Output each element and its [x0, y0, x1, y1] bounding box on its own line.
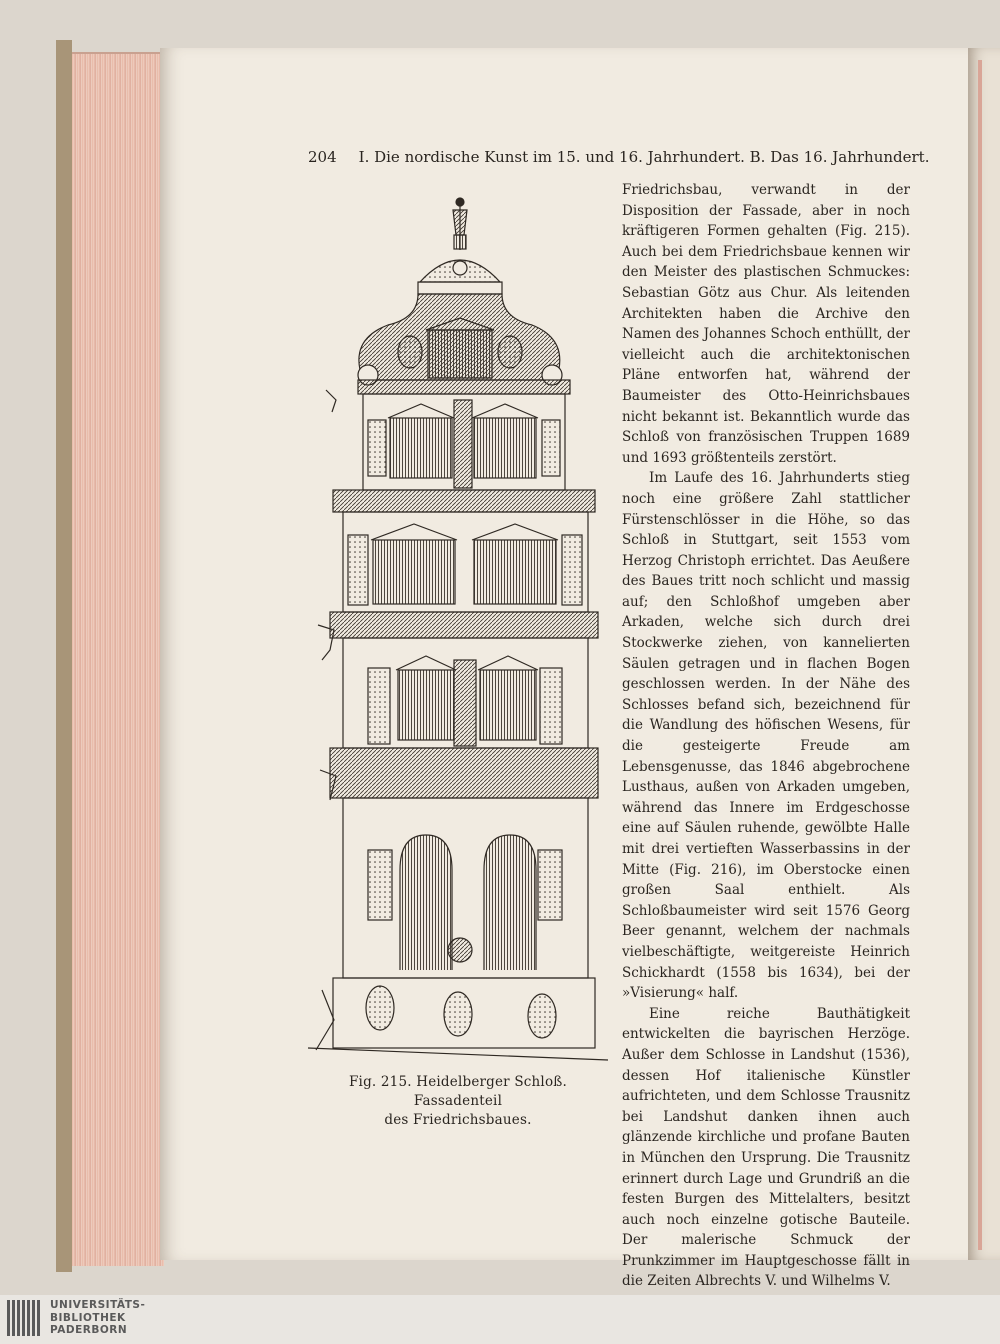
paragraph: Eine reiche Bauthätigkeit entwickelten die bayrischen Herzöge. Außer dem Schlosse in Landshut (1536), dessen Hof italienische Künstler aufrichteten, und dem Schlosse Trausnitz bei Landshut danken ihnen auch glänzende kirchliche und profane Bauten in München den Ursprung. Die Trausnitz erinnert durch Lage und Grundriß an die festen Burgen des Mittelalters, besitzt auch noch einzelne gotische Bauteile. Der malerische Schmuck der Prunkzimmer im Hauptgeschosse fällt in die Zeiten Albrechts V. und Wilhelms V. — [622, 1005, 910, 1290]
library-line-3: PADERBORN — [50, 1324, 128, 1336]
figure-caption — [320, 1073, 596, 1130]
library-name — [50, 1299, 170, 1337]
page-number: 204 — [308, 148, 337, 166]
library-line-2: BIBLIOTHEK — [50, 1311, 126, 1324]
book-cover-edge — [56, 40, 72, 1272]
library-logo-icon — [6, 1300, 42, 1340]
running-title: I. Die nordische Kunst im 15. und 16. Jahrhundert. B. Das 16. Jahrhundert. — [358, 148, 930, 166]
paragraph: Im Laufe des 16. Jahrhunderts stieg noch eine größere Zahl stattlicher Fürstenschlösser in die Höhe, so das Schloß in Stuttgart, seit 1553 vom Herzog Christoph errichtet. Das Aeußere des Baues tritt noch schlicht und massig auf; den Schloßhof umgeben aber Arkaden, welche sich durch drei Stockwerke ziehen, von kannelierten Säulen getragen und in flachen Bogen geschlossen werden. In der Nähe des Schlosses befand sich, bezeichnend für die Wandlung des höfischen Wesens, für die gesteigerte Freude am Lebensgenusse, das 1846 abgebrochene Lusthaus, außen von Arkaden umgeben, während das Innere im Erdgeschosse eine auf Säulen ruhende, gewölbte Halle mit drei vertieften Wasserbassins in der Mitte (Fig. 216), im Oberstocke einen großen Saal enthielt. Als Schloßbaumeister wird seit 1576 Georg Beer genannt, welchem der nachmals vielbeschäftigte, weitgereiste Heinrich Schickhardt (1558 bis 1634), bei der »Visierung« half. — [622, 470, 910, 1002]
facing-page-red-edge — [978, 60, 982, 1250]
facing-page-edge — [968, 48, 1000, 1260]
running-header — [308, 148, 930, 166]
body-text — [622, 180, 910, 1292]
caption-line-2: des Friedrichsbaues. — [384, 1112, 532, 1128]
paragraph: Friedrichsbau, verwandt in der Disposition der Fassade, aber in noch kräftigeren Formen gehalten (Fig. 215). Auch bei dem Friedrichsbaue kennen wir den Meister des plastischen Schmuckes: Sebastian Götz aus Chur. Als leitenden Architekten haben die Archive den Namen des Johannes Schoch enthüllt, der vielleicht auch die architektonischen Pläne entworfen hat, während der Baumeister des Otto-Heinrichsbaues nicht bekannt ist. Bekanntlich wurde das Schloß von französischen Truppen 1689 und 1693 größtenteils zerstört. — [622, 182, 910, 466]
page-edges — [72, 52, 164, 1266]
caption-line-1: Fig. 215. Heidelberger Schloß. Fassadenteil — [348, 1074, 567, 1109]
library-line-1: UNIVERSITÄTS- — [50, 1299, 146, 1311]
facade-illustration — [308, 190, 608, 1070]
